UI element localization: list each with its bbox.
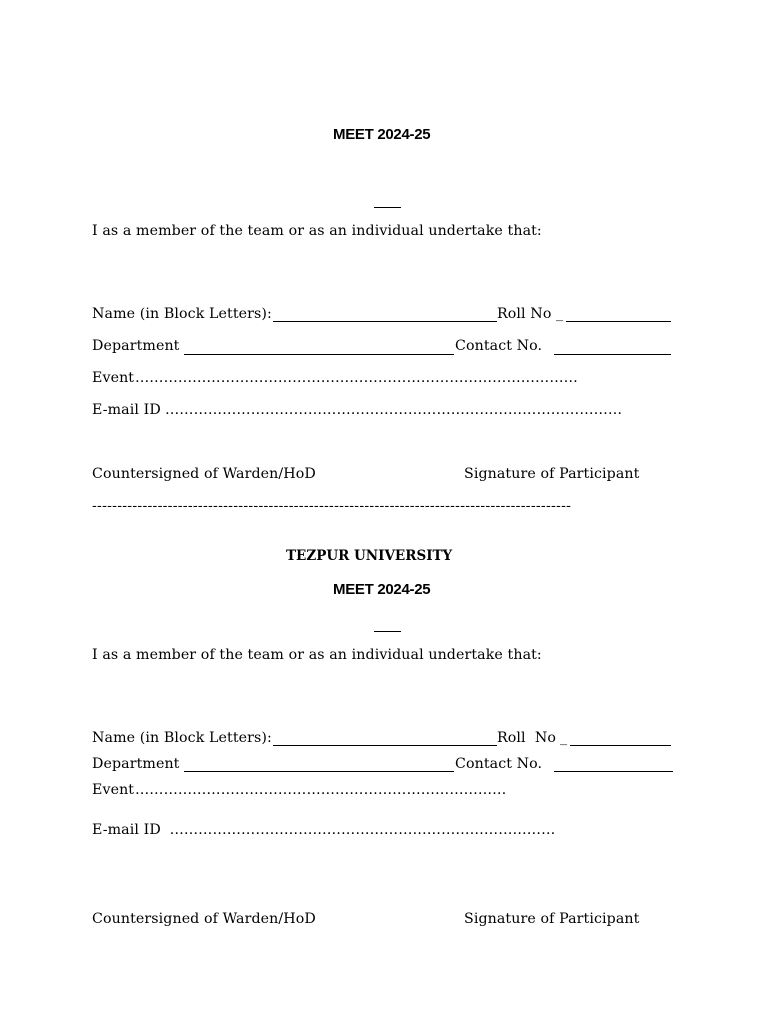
form2-title: MEET 2024-25 xyxy=(333,581,431,598)
form2-department-field[interactable] xyxy=(184,771,454,772)
form1-contact-field[interactable] xyxy=(554,354,671,355)
form2-signature-label: Signature of Participant xyxy=(464,911,640,927)
form1-roll-prefix: _ xyxy=(556,306,564,322)
form2-event-field[interactable]: …………………………………………………………………… xyxy=(135,782,507,798)
form1-roll-field[interactable] xyxy=(566,321,671,322)
form1-department-label: Department xyxy=(92,338,180,354)
form1-contact-label: Contact No. xyxy=(455,338,543,354)
form1-email-field[interactable]: …………………………………………………………………………………… xyxy=(165,402,623,418)
form2-title-rule xyxy=(374,631,401,632)
form2-contact-label: Contact No. xyxy=(455,756,543,772)
form1-name-field[interactable] xyxy=(273,321,497,322)
form2-roll-prefix: _ xyxy=(560,730,568,746)
form2-event-label: Event xyxy=(92,782,135,798)
cut-line-separator: ----------------------------------------------------------------------------------------------- xyxy=(92,498,572,514)
form2-name-label: Name (in Block Letters): xyxy=(92,730,272,746)
form1-intro: I as a member of the team or as an individual undertake that: xyxy=(92,223,542,239)
form2-name-field[interactable] xyxy=(273,745,497,746)
form1-event-field[interactable]: ………………………………………………………………………………… xyxy=(135,370,578,386)
form1-title: MEET 2024-25 xyxy=(333,126,431,143)
form1-name-label: Name (in Block Letters): xyxy=(92,306,272,322)
form2-contact-field[interactable] xyxy=(554,771,673,772)
form1-roll-label: Roll No xyxy=(497,306,552,322)
form2-countersign-label: Countersigned of Warden/HoD xyxy=(92,911,316,927)
form1-event-label: Event xyxy=(92,370,135,386)
form2-roll-label: Roll No xyxy=(497,730,557,746)
form2-email-field[interactable]: ……………………………………………………………………… xyxy=(165,822,556,838)
form2-department-label: Department xyxy=(92,756,180,772)
form2-university-name: TEZPUR UNIVERSITY xyxy=(286,548,453,564)
form1-department-field[interactable] xyxy=(184,354,454,355)
form1-title-rule xyxy=(374,207,401,208)
form2-email-label: E-mail ID xyxy=(92,822,161,838)
form2-intro: I as a member of the team or as an individual undertake that: xyxy=(92,647,542,663)
form1-countersign-label: Countersigned of Warden/HoD xyxy=(92,466,316,482)
form1-signature-label: Signature of Participant xyxy=(464,466,640,482)
form1-email-label: E-mail ID xyxy=(92,402,161,418)
form2-roll-field[interactable] xyxy=(570,745,671,746)
